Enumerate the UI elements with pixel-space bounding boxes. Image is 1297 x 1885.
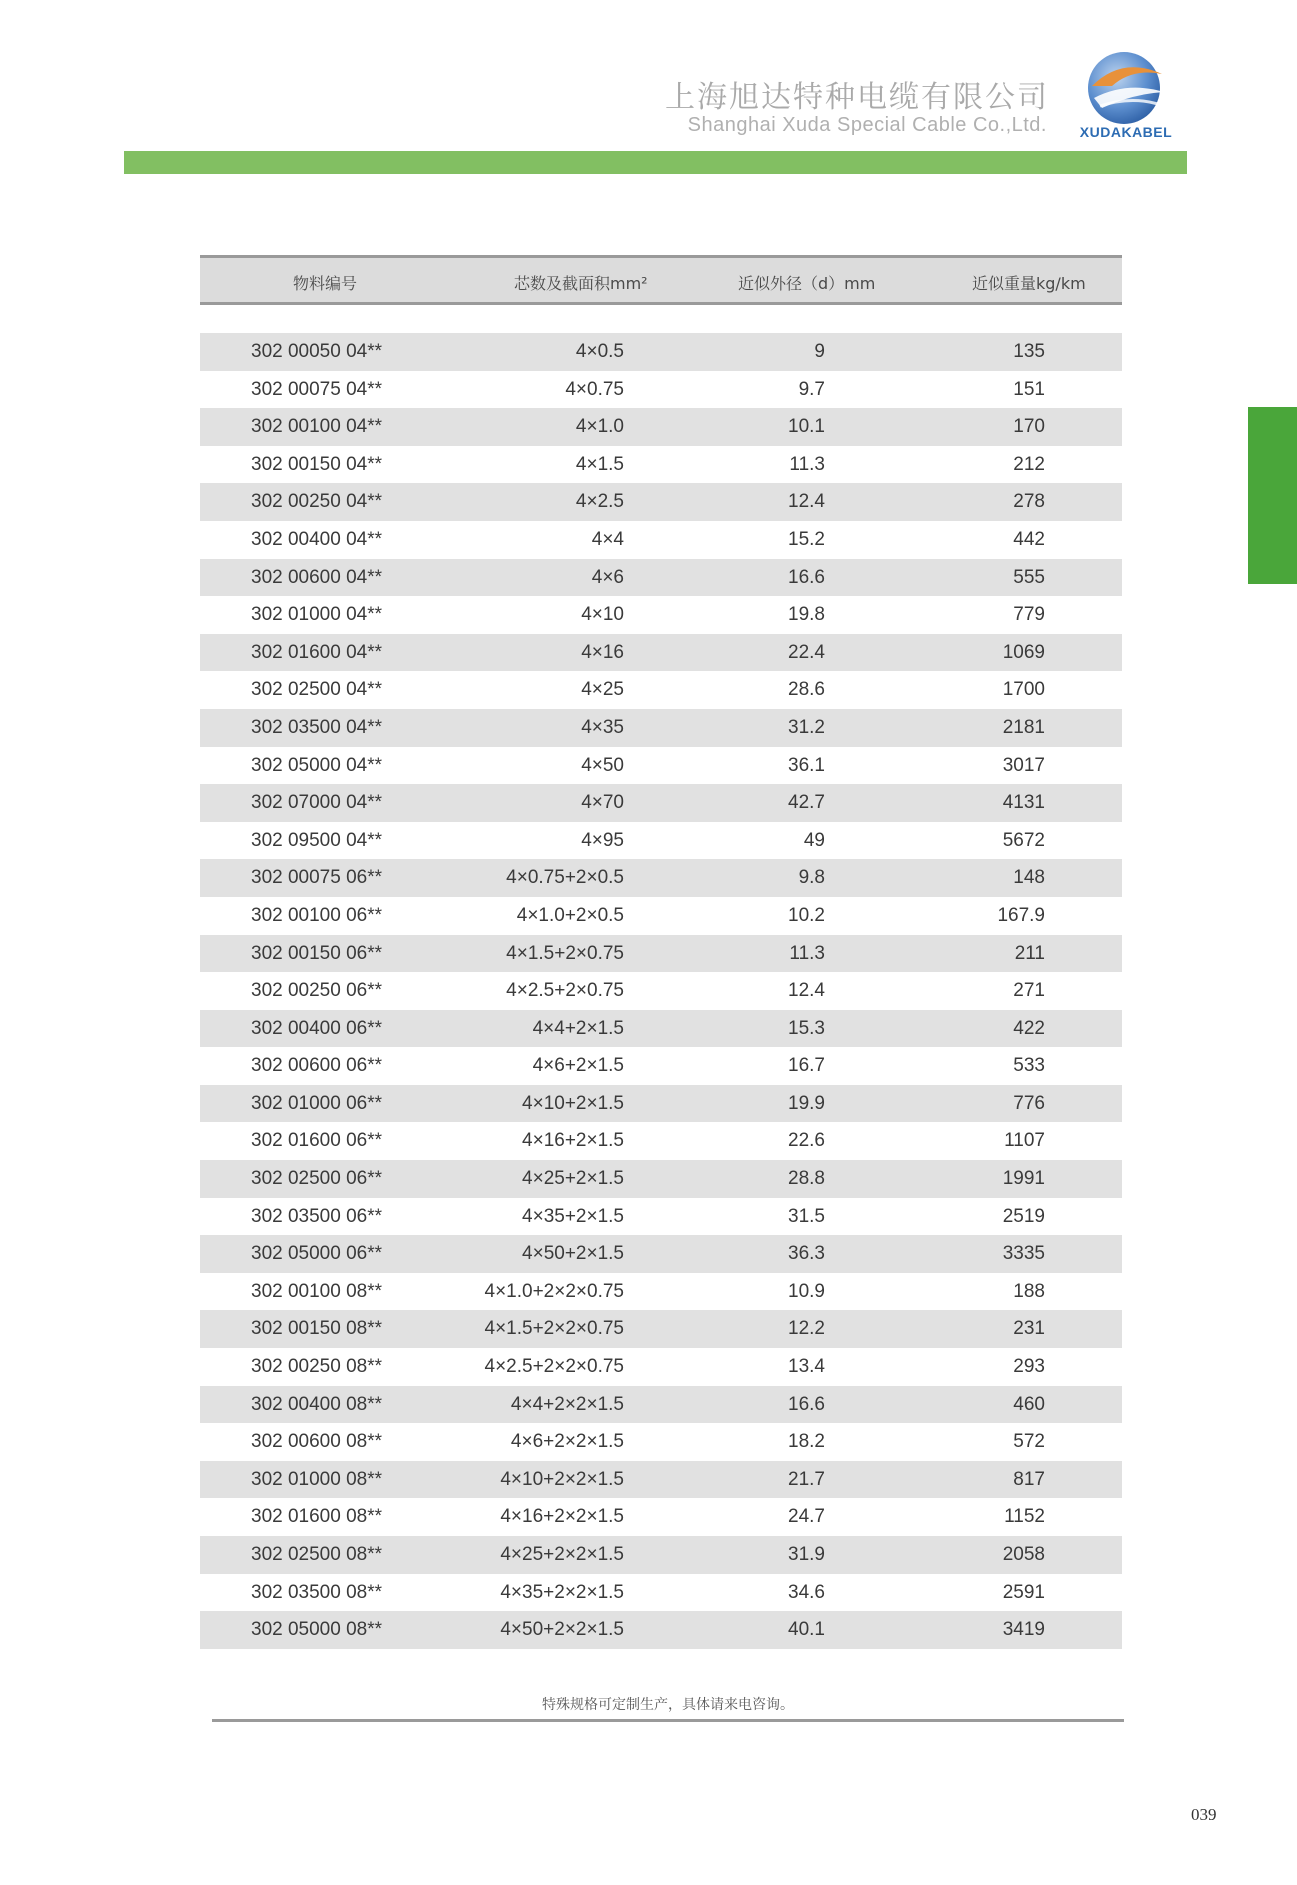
cell-weight: 1107 [1004,1130,1045,1152]
cell-diameter: 10.1 [788,416,825,438]
table-row [200,822,1122,860]
cell-diameter: 9 [814,341,825,362]
cell-code: 302 01600 04** [251,641,383,663]
table-row [200,1498,1122,1536]
cell-diameter: 12.4 [788,980,825,1002]
table-row [200,371,1122,409]
cell-diameter: 11.3 [789,942,825,964]
cell-code: 302 00075 06** [251,867,383,889]
cell-spec: 4×10+2×2×1.5 [500,1468,624,1490]
cell-spec: 4×10 [581,604,624,626]
cell-weight: 271 [1013,980,1045,1002]
table-row [200,1386,1122,1424]
section-side-tab [1248,407,1297,584]
col-header-weight: 近似重量kg/km [972,274,1086,293]
cell-spec: 4×50+2×2×1.5 [500,1619,624,1641]
table-row [200,747,1122,785]
cell-spec: 4×70 [581,792,624,814]
cell-weight: 212 [1013,453,1045,475]
cell-code: 302 02500 08** [251,1544,383,1565]
table-header [200,255,1122,305]
cell-diameter: 22.6 [788,1130,825,1152]
cell-spec: 4×1.5+2×0.75 [506,942,624,964]
cell-code: 302 02500 06** [251,1168,383,1190]
cell-weight: 1991 [1002,1168,1045,1190]
cell-weight: 167.9 [997,904,1045,926]
cell-diameter: 36.1 [788,754,825,776]
cell-weight: 135 [1013,341,1045,362]
table-row [200,1198,1122,1236]
col-header-spec: 芯数及截面积mm² [514,274,648,293]
cell-diameter: 16.6 [788,1393,825,1415]
cell-code: 302 00100 04** [251,416,383,438]
cell-code: 302 01000 06** [251,1092,383,1114]
table-row [200,1461,1122,1499]
cell-weight: 422 [1013,1017,1045,1039]
cell-weight: 460 [1013,1393,1045,1415]
cell-diameter: 10.9 [788,1280,825,1302]
cell-spec: 4×0.75+2×0.5 [506,867,624,889]
cell-spec: 4×35+2×2×1.5 [500,1581,624,1603]
cell-diameter: 12.2 [788,1318,825,1340]
cell-diameter: 11.3 [789,453,825,475]
cell-spec: 4×16+2×1.5 [522,1130,624,1152]
cell-spec: 4×35+2×1.5 [522,1205,624,1227]
cell-diameter: 22.4 [788,641,825,663]
table-row [200,972,1122,1010]
col-header-diameter: 近似外径（d）mm [738,274,876,293]
cell-code: 302 05000 06** [251,1243,383,1265]
table-row [200,634,1122,672]
cell-weight: 5672 [1002,829,1045,851]
cell-weight: 442 [1013,528,1045,550]
cell-spec: 4×2.5+2×2×0.75 [484,1356,624,1378]
cell-weight: 1700 [1002,679,1045,701]
cell-diameter: 36.3 [788,1243,825,1265]
cell-code: 302 00600 04** [251,566,383,588]
table-row [200,1047,1122,1085]
cell-spec: 4×50+2×1.5 [522,1243,624,1265]
cell-weight: 231 [1013,1318,1045,1340]
cell-diameter: 9.8 [798,867,825,889]
cell-weight: 2591 [1002,1581,1045,1603]
table-row [200,784,1122,822]
cell-spec: 4×1.0 [575,416,624,438]
footnote: 特殊规格可定制生产，具体请来电咨询。 [542,1697,794,1713]
cell-weight: 278 [1013,491,1045,513]
cell-spec: 4×6+2×1.5 [532,1055,624,1077]
cell-code: 302 01000 08** [251,1468,383,1490]
table-row [200,1348,1122,1386]
cell-weight: 1152 [1004,1506,1045,1528]
table-row [200,1536,1122,1574]
table-row [200,559,1122,597]
cell-code: 302 00600 06** [251,1055,383,1077]
cell-diameter: 40.1 [788,1619,825,1641]
table-body [200,333,1122,1649]
cell-spec: 4×4+2×1.5 [532,1017,624,1039]
cell-code: 302 03500 04** [251,716,383,738]
cell-weight: 817 [1013,1468,1045,1490]
table-row [200,1235,1122,1273]
cell-weight: 1069 [1002,641,1045,663]
cell-weight: 2181 [1002,716,1045,738]
cell-weight: 293 [1013,1356,1045,1378]
cell-spec: 4×2.5 [575,491,624,513]
table-row [200,859,1122,897]
cell-diameter: 42.7 [788,792,825,814]
cell-code: 302 00100 06** [251,904,383,926]
cell-spec: 4×25 [581,679,624,701]
cell-diameter: 19.8 [788,604,825,626]
cell-code: 302 00400 06** [251,1017,383,1039]
table-row [200,521,1122,559]
header-green-bar [124,151,1187,174]
cell-code: 302 00150 08** [251,1318,383,1340]
cell-weight: 2058 [1002,1544,1045,1565]
cell-spec: 4×6 [591,566,624,588]
table-row [200,897,1122,935]
cell-code: 302 00400 04** [251,528,383,550]
bottom-rule [212,1719,1124,1722]
cell-spec: 4×2.5+2×0.75 [506,980,624,1002]
cell-diameter: 18.2 [788,1431,825,1453]
cell-diameter: 31.5 [788,1205,825,1227]
cell-weight: 170 [1013,416,1045,438]
cell-spec: 4×1.0+2×2×0.75 [484,1280,624,1302]
cell-code: 302 00250 04** [251,491,383,513]
cell-spec: 4×25+2×1.5 [522,1168,624,1190]
table-row [200,1310,1122,1348]
cell-spec: 4×0.5 [575,341,624,362]
cell-spec: 4×35 [581,716,624,738]
col-header-code: 物料编号 [293,274,358,293]
cell-weight: 211 [1014,942,1045,964]
cell-code: 302 00600 08** [251,1431,383,1453]
page-number: 039 [1191,1805,1217,1824]
cell-weight: 148 [1013,867,1045,889]
cell-spec: 4×10+2×1.5 [522,1092,624,1114]
cell-weight: 4131 [1002,792,1045,814]
company-name-cn: 上海旭达特种电缆有限公司 [665,80,1049,115]
cell-code: 302 03500 08** [251,1581,383,1603]
cell-code: 302 00100 08** [251,1280,383,1302]
table-row [200,596,1122,634]
cell-code: 302 00150 04** [251,453,383,475]
table-row [200,1160,1122,1198]
cell-weight: 779 [1013,604,1045,626]
table-row [200,446,1122,484]
table-row [200,709,1122,747]
table-row [200,1122,1122,1160]
cell-code: 302 00250 08** [251,1356,383,1378]
table-row [200,671,1122,709]
cell-spec: 4×16+2×2×1.5 [500,1506,624,1528]
cell-diameter: 19.9 [788,1092,825,1114]
logo-text: XUDAKABEL [1079,124,1173,140]
company-name-en: Shanghai Xuda Special Cable Co.,Ltd. [687,114,1047,136]
cell-weight: 776 [1013,1092,1045,1114]
table-row [200,408,1122,446]
cell-code: 302 05000 08** [251,1619,383,1641]
cell-spec: 4×16 [581,641,624,663]
table-row [200,1611,1122,1649]
cell-code: 302 00150 06** [251,942,383,964]
table-row [200,1423,1122,1461]
cell-weight: 188 [1013,1280,1045,1302]
cell-diameter: 49 [803,829,825,851]
table-row [200,1574,1122,1612]
cell-code: 302 01600 06** [251,1130,383,1152]
cell-diameter: 24.7 [788,1506,825,1528]
cell-code: 302 01000 04** [251,604,383,626]
cell-code: 302 05000 04** [251,754,383,776]
cell-spec: 4×4 [591,528,624,550]
cell-diameter: 10.2 [788,904,825,926]
cell-spec: 4×1.5 [575,453,624,475]
cell-spec: 4×1.0+2×0.5 [516,904,624,926]
cell-diameter: 31.9 [788,1544,825,1565]
table-row [200,1010,1122,1048]
cell-spec: 4×50 [581,754,624,776]
cell-code: 302 00400 08** [251,1393,383,1415]
table-row [200,935,1122,973]
spec-table [200,255,1122,1649]
cell-spec: 4×1.5+2×2×0.75 [484,1318,624,1340]
cell-code: 302 00250 06** [251,980,383,1002]
cell-spec: 4×25+2×2×1.5 [500,1544,624,1565]
cell-diameter: 34.6 [788,1581,825,1603]
cell-code: 302 01600 08** [251,1506,383,1528]
table-row [200,333,1122,371]
cell-spec: 4×0.75 [565,378,624,400]
cell-weight: 3335 [1002,1243,1045,1265]
cell-code: 302 09500 04** [251,829,383,851]
cell-weight: 151 [1013,378,1045,400]
cell-code: 302 03500 06** [251,1205,383,1227]
cell-diameter: 15.2 [788,528,825,550]
cell-diameter: 9.7 [798,378,825,400]
cell-weight: 3419 [1002,1619,1045,1641]
cell-diameter: 16.6 [788,566,825,588]
cell-diameter: 12.4 [788,491,825,513]
cell-diameter: 13.4 [788,1356,825,1378]
cell-weight: 572 [1013,1431,1045,1453]
cell-code: 302 07000 04** [251,792,383,814]
table-row [200,483,1122,521]
cell-diameter: 31.2 [788,716,825,738]
cell-code: 302 02500 04** [251,679,383,701]
cell-weight: 3017 [1002,754,1045,776]
cell-code: 302 00050 04** [251,341,383,362]
cell-diameter: 28.6 [788,679,825,701]
cell-spec: 4×95 [581,829,624,851]
cell-spec: 4×4+2×2×1.5 [510,1393,624,1415]
cell-weight: 555 [1013,566,1045,588]
table-row [200,1273,1122,1311]
cell-diameter: 21.7 [788,1468,825,1490]
cell-code: 302 00075 04** [251,378,383,400]
cell-diameter: 15.3 [788,1017,825,1039]
cell-diameter: 16.7 [788,1055,825,1077]
cell-diameter: 28.8 [788,1168,825,1190]
table-row [200,1085,1122,1123]
cell-weight: 2519 [1002,1205,1045,1227]
cell-weight: 533 [1013,1055,1045,1077]
cell-spec: 4×6+2×2×1.5 [510,1431,624,1453]
